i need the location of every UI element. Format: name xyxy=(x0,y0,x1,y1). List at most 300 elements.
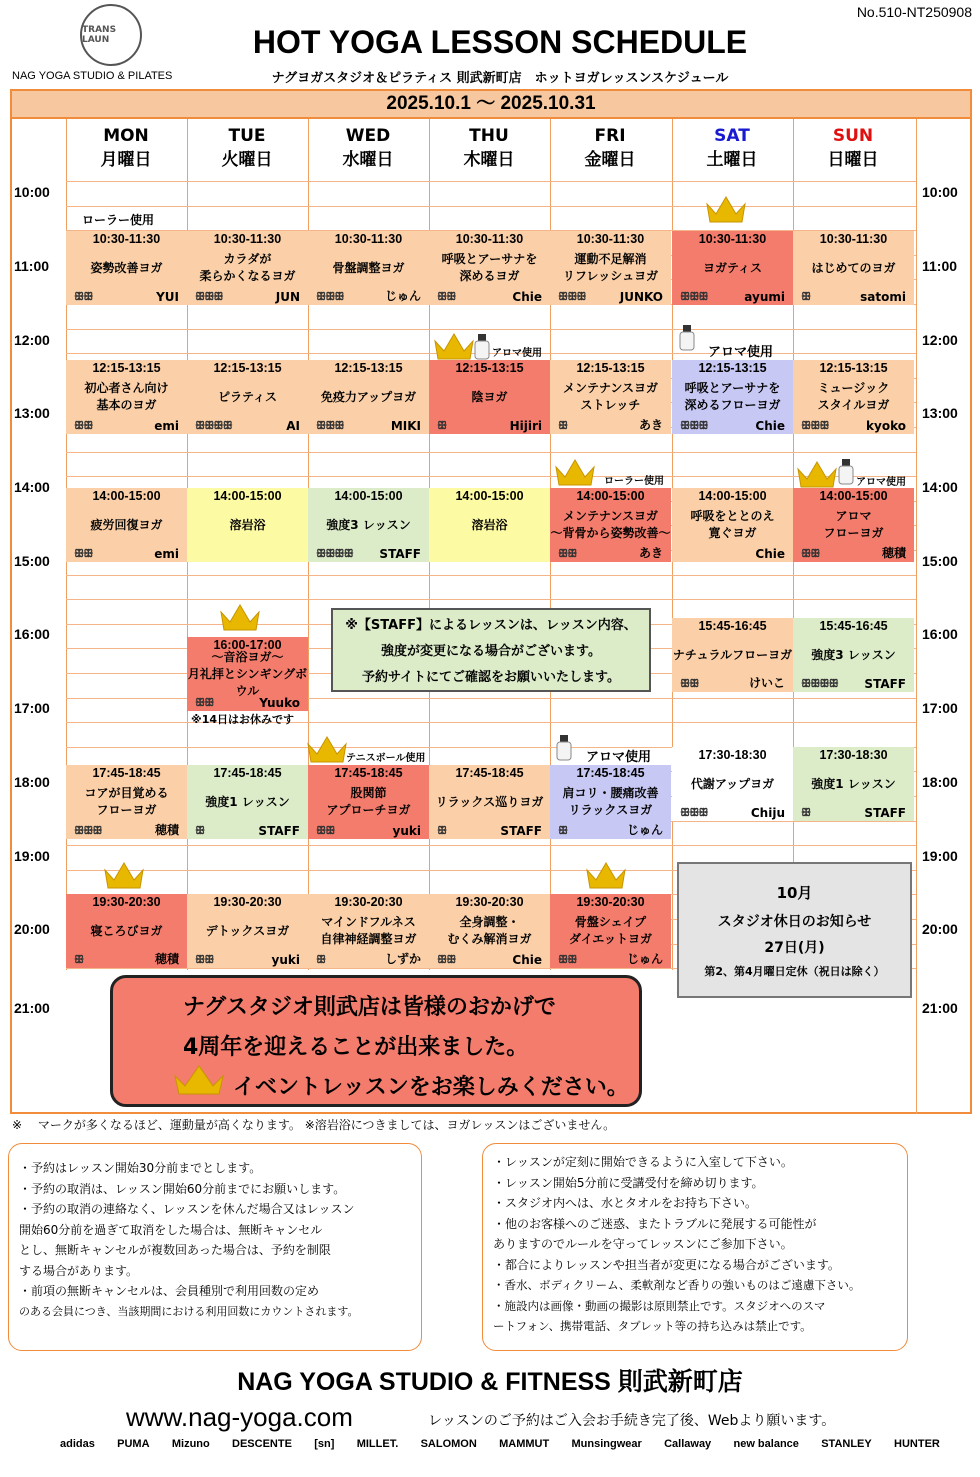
time-label: 18:00 xyxy=(922,774,958,790)
intensity-lotus-icon: ꕥꕥ xyxy=(74,419,93,432)
intensity-lotus-icon: ꕥꕥꕥꕥ xyxy=(801,677,838,690)
lesson-name: ミュージック スタイルヨガ xyxy=(817,381,890,412)
instructor-name: あき xyxy=(638,418,663,432)
lesson-cell[interactable] xyxy=(672,231,793,305)
lesson-time: 17:45-18:45 xyxy=(576,766,645,780)
lesson-cell[interactable] xyxy=(308,360,429,434)
page-title: HOT YOGA LESSON SCHEDULE xyxy=(252,24,748,60)
instructor-name: satomi xyxy=(860,290,906,304)
anniversary-banner xyxy=(110,975,642,1107)
crown-icon xyxy=(102,860,146,890)
intensity-lotus-icon: ꕥ xyxy=(316,953,326,966)
rule-line: 開始60分前を過ぎて取消をした場合は、無断キャンセル xyxy=(19,1222,323,1237)
lesson-cell[interactable] xyxy=(550,765,671,839)
intensity-lotus-icon: ꕥ xyxy=(801,290,811,303)
brand-logo: MAMMUT xyxy=(499,1438,550,1450)
grid-line xyxy=(66,599,916,600)
intensity-lotus-icon: ꕥꕥꕥ xyxy=(680,419,708,432)
lesson-name: 寝ころびヨガ xyxy=(90,923,163,938)
crown-icon xyxy=(432,331,476,361)
intensity-lotus-icon: ꕥꕥꕥ xyxy=(195,290,223,303)
lesson-name: 溶岩浴 xyxy=(229,517,266,532)
lesson-time: 12:15-13:15 xyxy=(819,361,888,375)
lesson-name: ピラティス xyxy=(217,389,278,404)
lesson-cell[interactable] xyxy=(187,765,308,839)
lesson-time: 14:00-15:00 xyxy=(576,489,645,503)
time-label: 12:00 xyxy=(922,332,958,348)
brand-logo: new balance xyxy=(733,1438,799,1450)
lesson-name: ヨガティス xyxy=(702,260,763,275)
lesson-name: アロマ フローヨガ xyxy=(823,509,884,540)
instructor-name: JUNKO xyxy=(619,290,663,304)
time-label: 12:00 xyxy=(14,332,50,348)
instructor-name: Hijiri xyxy=(509,419,542,433)
time-label: 13:00 xyxy=(922,405,958,421)
day-header-thu xyxy=(429,124,549,172)
instructor-name: YUI xyxy=(156,290,179,304)
rule-line: ・予約の取消の連絡なく、レッスンを休んだ場合又はレッスン xyxy=(19,1202,355,1216)
intensity-lotus-icon: ꕥꕥꕥ xyxy=(680,290,708,303)
page-subtitle: ナグヨガスタジオ＆ピラティス 則武新町店 ホットヨガレッスンスケジュール xyxy=(271,71,729,86)
aroma-note: アロマ使用 xyxy=(856,477,906,488)
lesson-cell[interactable] xyxy=(550,360,671,434)
brand-logo: HUNTER xyxy=(894,1438,940,1450)
lesson-time: 17:30-18:30 xyxy=(819,748,888,762)
day-ja: 日曜日 xyxy=(827,150,879,170)
day-en: MON xyxy=(103,126,149,146)
roller-note: ローラー使用 xyxy=(82,213,155,227)
web-note: レッスンのご予約はご入会お手続き完了後、Webより願います。 xyxy=(428,1413,836,1429)
lesson-time: 19:30-20:30 xyxy=(213,895,282,909)
lesson-cell[interactable] xyxy=(793,618,914,692)
rule-line: とし、無断キャンセルが複数回あった場合は、予約を制限 xyxy=(19,1243,331,1257)
time-label: 11:00 xyxy=(922,258,958,274)
time-label: 16:00 xyxy=(922,626,958,642)
aroma-note: アロマ使用 xyxy=(708,345,774,360)
day-ja: 土曜日 xyxy=(706,150,758,170)
day-ja: 金曜日 xyxy=(584,150,636,170)
intensity-lotus-icon: ꕥꕥꕥꕥ xyxy=(195,419,232,432)
lesson-time: 12:15-13:15 xyxy=(455,361,524,375)
rule-line: ・香水、ボディクリーム、柔軟剤など香りの強いものはご遠慮下さい。 xyxy=(493,1278,861,1292)
day-en: SUN xyxy=(832,126,874,146)
rule-line: ・前項の無断キャンセルは、会員種別で利用回数の定め xyxy=(19,1284,320,1298)
instructor-name: 穂積 xyxy=(154,952,179,966)
lesson-time: 14:00-15:00 xyxy=(698,489,767,503)
lesson-cell[interactable] xyxy=(187,637,308,711)
lesson-name: 代謝アップヨガ xyxy=(690,776,775,791)
grid-line xyxy=(66,329,916,330)
lesson-name: ナチュラルフローヨガ xyxy=(672,647,793,662)
intensity-lotus-icon: ꕥꕥ xyxy=(437,290,456,303)
brand-logo: Mizuno xyxy=(171,1438,210,1450)
day-ja: 木曜日 xyxy=(463,150,515,170)
time-label: 20:00 xyxy=(922,921,958,937)
lesson-cell[interactable] xyxy=(308,765,429,839)
time-label: 18:00 xyxy=(14,774,50,790)
intensity-lotus-icon: ꕥꕥꕥꕥ xyxy=(316,547,353,560)
rule-line: ・スタジオ内へは、水とタオルをお持ち下さい。 xyxy=(493,1196,758,1210)
time-label: 17:00 xyxy=(14,700,50,716)
lesson-time: 16:00-17:00 xyxy=(213,638,282,652)
lesson-cell[interactable] xyxy=(308,894,429,968)
grid-line xyxy=(66,575,916,576)
anniversary-line: 4周年を迎えることが出来ました。 xyxy=(183,1035,529,1060)
lesson-name: 免疫力アップヨガ xyxy=(320,389,417,404)
rule-line: ・施設内は画像・動画の撮影は原則禁止です。スタジオへのスマ xyxy=(493,1298,826,1313)
intensity-lotus-icon: ꕥꕥ xyxy=(195,696,214,709)
lesson-name: カラダが 柔らかくなるヨガ xyxy=(199,252,296,283)
rules-left xyxy=(8,1143,422,1351)
instructor-name: emi xyxy=(154,419,179,433)
rule-line: ・都合によりレッスンや担当者が変更になる場合がございます。 xyxy=(493,1257,840,1272)
day-en: TUE xyxy=(228,126,266,146)
lesson-time: 14:00-15:00 xyxy=(455,489,524,503)
time-label: 10:00 xyxy=(14,184,50,200)
instructor-name: STAFF xyxy=(500,824,542,838)
lesson-cell[interactable] xyxy=(66,360,187,434)
aroma-bottle-icon xyxy=(679,325,695,351)
lesson-time: 10:30-11:30 xyxy=(92,232,161,246)
studio-logo: TRANS LAUN xyxy=(80,4,142,66)
rule-line: ートフォン、携帯電話、タブレット等の持ち込みは禁止です。 xyxy=(493,1319,812,1333)
intensity-lotus-icon: ꕥꕥ xyxy=(558,953,577,966)
aroma-bottle-icon xyxy=(474,334,490,360)
time-label: 15:00 xyxy=(922,553,958,569)
instructor-name: STAFF xyxy=(864,677,906,691)
intensity-lotus-icon: ꕥꕥꕥ xyxy=(316,419,344,432)
rule-line: ・レッスンが定刻に開始できるように入室して下さい。 xyxy=(493,1155,793,1169)
lesson-cell[interactable] xyxy=(672,360,793,434)
lesson-cell[interactable] xyxy=(187,488,308,562)
website-link[interactable]: www.nag-yoga.com xyxy=(126,1402,353,1432)
instructor-name: けいこ xyxy=(748,676,785,690)
holiday-date: 27日(月) xyxy=(764,940,825,956)
instructor-name: じゅん xyxy=(384,289,421,303)
lesson-cell[interactable] xyxy=(187,894,308,968)
lesson-cell[interactable] xyxy=(429,765,550,839)
staff-notice-line: 強度が変更になる場合がございます。 xyxy=(381,644,601,659)
lesson-name: ～音浴ヨガ～ 月礼拝とシンギングボウル xyxy=(187,649,308,698)
document-number: No.510-NT250908 xyxy=(856,4,972,20)
lesson-cell[interactable] xyxy=(550,231,671,305)
day-header-mon xyxy=(66,124,186,172)
grid-line xyxy=(66,206,916,207)
anniversary-line: ナグスタジオ則武店は皆様のおかげで xyxy=(183,995,556,1020)
intensity-lotus-icon: ꕥ xyxy=(74,953,84,966)
brand-logo: Munsingwear xyxy=(571,1438,642,1450)
lesson-cell[interactable] xyxy=(429,894,550,968)
brand-logo: PUMA xyxy=(117,1438,150,1450)
lesson-time: 19:30-20:30 xyxy=(576,895,645,909)
lesson-cell[interactable] xyxy=(672,618,793,692)
grid-line xyxy=(66,845,916,846)
lesson-name: メンテナンスヨガ ～背骨から姿勢改善～ xyxy=(550,509,671,540)
instructor-name: STAFF xyxy=(864,806,906,820)
intensity-lotus-icon: ꕥ xyxy=(558,824,568,837)
intensity-lotus-icon: ꕥꕥꕥ xyxy=(316,290,344,303)
lesson-name: 骨盤シェイプ ダイエットヨガ xyxy=(568,915,653,946)
brand-logo: STANLEY xyxy=(821,1438,872,1450)
intensity-lotus-icon: ꕥꕥꕥ xyxy=(558,290,586,303)
instructor-name: JUN xyxy=(275,290,300,304)
lesson-cell[interactable] xyxy=(429,488,550,562)
studio-name: NAG YOGA STUDIO & FITNESS 則武新町店 xyxy=(237,1368,743,1396)
lesson-cell[interactable] xyxy=(550,894,671,968)
lesson-cell[interactable] xyxy=(429,360,550,434)
closed-note: ※14日はお休みです xyxy=(191,713,295,726)
lesson-time: 12:15-13:15 xyxy=(698,361,767,375)
lesson-name: 強度1 レッスン xyxy=(811,776,896,791)
day-ja: 水曜日 xyxy=(342,150,394,170)
instructor-name: じゅん xyxy=(626,823,663,837)
lesson-time: 10:30-11:30 xyxy=(455,232,524,246)
crown-icon xyxy=(553,457,597,487)
time-label: 14:00 xyxy=(14,479,50,495)
lesson-name: 骨盤調整ヨガ xyxy=(332,260,405,275)
staff-notice xyxy=(331,608,651,692)
intensity-lotus-icon: ꕥ xyxy=(801,806,811,819)
intensity-lotus-icon: ꕥꕥꕥ xyxy=(801,419,829,432)
lesson-name: 全身調整・ むくみ解消ヨガ xyxy=(447,915,532,946)
instructor-name: Chie xyxy=(512,953,542,967)
instructor-name: emi xyxy=(154,547,179,561)
lesson-time: 14:00-15:00 xyxy=(213,489,282,503)
lesson-time: 15:45-16:45 xyxy=(698,619,767,633)
instructor-name: 穂積 xyxy=(154,823,179,837)
lesson-name: 陰ヨガ xyxy=(471,389,508,404)
instructor-name: 穂積 xyxy=(881,546,906,560)
rule-line: ・レッスン開始5分前に受講受付を締め切ります。 xyxy=(493,1175,764,1190)
lesson-cell[interactable] xyxy=(793,360,914,434)
time-label: 21:00 xyxy=(922,1000,958,1016)
holiday-title: スタジオ休日のお知らせ xyxy=(717,914,872,930)
intensity-lotus-icon: ꕥ xyxy=(558,419,568,432)
rule-line: のある会員につき、当該期間における利用回数にカウントされます。 xyxy=(19,1304,359,1318)
lesson-name: 強度3 レッスン xyxy=(811,647,896,662)
intensity-lotus-icon: ꕥꕥ xyxy=(195,953,214,966)
rule-line: ・予約はレッスン開始30分前までとします。 xyxy=(19,1161,262,1175)
time-label: 21:00 xyxy=(14,1000,50,1016)
grid-line xyxy=(66,476,916,477)
time-label: 15:00 xyxy=(14,553,50,569)
lesson-time: 17:30-18:30 xyxy=(698,748,767,762)
tennis-ball-note: テニスボール使用 xyxy=(346,753,426,764)
lesson-name: メンテナンスヨガ ストレッチ xyxy=(562,381,659,412)
lesson-name: リラックス巡りヨガ xyxy=(435,794,544,809)
lesson-cell[interactable] xyxy=(308,488,429,562)
lesson-name: 肩コリ・腰痛改善 リラックスヨガ xyxy=(562,786,659,817)
lesson-time: 10:30-11:30 xyxy=(819,232,888,246)
day-header-sat xyxy=(672,124,792,172)
rule-line: ・他のお客様へのご迷惑、またトラブルに発展する可能性が xyxy=(493,1216,817,1231)
day-ja: 月曜日 xyxy=(100,150,152,170)
time-label: 19:00 xyxy=(14,848,50,864)
lesson-cell[interactable] xyxy=(793,488,914,562)
crown-icon xyxy=(704,194,748,224)
instructor-name: kyoko xyxy=(866,419,906,433)
instructor-name: Chie xyxy=(755,419,785,433)
lesson-time: 15:45-16:45 xyxy=(819,619,888,633)
lesson-time: 10:30-11:30 xyxy=(334,232,403,246)
lesson-cell[interactable] xyxy=(672,488,793,562)
lesson-name: 呼吸とアーサナを 深めるフローヨガ xyxy=(684,381,781,412)
day-en: THU xyxy=(469,126,509,146)
lesson-time: 17:45-18:45 xyxy=(455,766,524,780)
rule-line: ・予約の取消は、レッスン開始60分前までにお願いします。 xyxy=(19,1181,346,1196)
holiday-rule: 第2、第4月曜日定休（祝日は除く） xyxy=(704,965,885,978)
roller-note: ローラー使用 xyxy=(604,476,664,487)
logo-caption: NAG YOGA STUDIO & PILATES xyxy=(12,70,173,82)
day-header-fri xyxy=(550,124,670,172)
brand-logos xyxy=(60,1438,940,1450)
intensity-lotus-icon: ꕥꕥ xyxy=(437,953,456,966)
instructor-name: STAFF xyxy=(258,824,300,838)
lesson-time: 12:15-13:15 xyxy=(92,361,161,375)
lesson-name: コアが目覚める フローヨガ xyxy=(84,786,169,817)
intensity-lotus-icon: ꕥ xyxy=(437,824,447,837)
lesson-cell[interactable] xyxy=(66,765,187,839)
lesson-cell[interactable] xyxy=(793,231,914,305)
lesson-time: 17:45-18:45 xyxy=(92,766,161,780)
instructor-name: MIKI xyxy=(390,419,421,433)
time-label: 20:00 xyxy=(14,921,50,937)
lesson-cell[interactable] xyxy=(672,747,793,821)
holiday-month: 10月 xyxy=(776,884,813,902)
rule-line: する場合があります。 xyxy=(19,1263,139,1278)
lesson-name: 姿勢改善ヨガ xyxy=(90,260,163,275)
intensity-lotus-icon: ꕥꕥꕥ xyxy=(680,806,708,819)
lesson-time: 14:00-15:00 xyxy=(819,489,888,503)
lesson-cell[interactable] xyxy=(308,231,429,305)
day-header-tue xyxy=(187,124,307,172)
lesson-cell[interactable] xyxy=(793,747,914,821)
brand-logo: SALOMON xyxy=(420,1438,477,1450)
day-en: WED xyxy=(345,126,391,146)
lesson-time: 12:15-13:15 xyxy=(576,361,645,375)
staff-notice-line: ※【STAFF】によるレッスンは、レッスン内容、 xyxy=(345,618,637,633)
intensity-lotus-icon: ꕥꕥ xyxy=(558,547,577,560)
lesson-name: 強度1 レッスン xyxy=(205,794,290,809)
lesson-name: マインドフルネス 自律神経調整ヨガ xyxy=(320,915,417,946)
lesson-cell[interactable] xyxy=(429,231,550,305)
lesson-name: 運動不足解消 リフレッシュヨガ xyxy=(562,252,659,283)
lesson-time: 12:15-13:15 xyxy=(213,361,282,375)
anniversary-line: イベントレッスンをお楽しみください。 xyxy=(233,1075,629,1100)
time-label: 19:00 xyxy=(922,848,958,864)
time-label: 16:00 xyxy=(14,626,50,642)
brand-logo: MILLET. xyxy=(356,1438,399,1450)
instructor-name: Chie xyxy=(512,290,542,304)
lesson-time: 10:30-11:30 xyxy=(213,232,282,246)
staff-notice-line: 予約サイトにてご確認をお願いいたします。 xyxy=(361,670,621,685)
intensity-lotus-icon: ꕥꕥ xyxy=(680,677,699,690)
lesson-time: 10:30-11:30 xyxy=(698,232,767,246)
lesson-name: 股関節 アプローチヨガ xyxy=(326,786,411,817)
crown-icon xyxy=(305,734,349,764)
aroma-note: アロマ使用 xyxy=(586,750,652,765)
aroma-bottle-icon xyxy=(838,459,854,485)
intensity-lotus-icon: ꕥꕥꕥ xyxy=(74,824,102,837)
day-header-sun xyxy=(793,124,913,172)
time-label: 10:00 xyxy=(922,184,958,200)
lesson-time: 19:30-20:30 xyxy=(334,895,403,909)
instructor-name: あき xyxy=(638,546,663,560)
instructor-name: STAFF xyxy=(379,547,421,561)
intensity-lotus-icon: ꕥꕥ xyxy=(316,824,335,837)
crown-icon xyxy=(584,860,628,890)
lesson-name: 強度3 レッスン xyxy=(326,517,411,532)
lesson-name: 疲労回復ヨガ xyxy=(90,517,163,532)
intensity-footnote: ※ マークが多くなるほど、運動量が高くなります。 ※溶岩浴につきましては、ヨガレッスンはございません。 xyxy=(12,1118,616,1132)
brand-logo: DESCENTE xyxy=(232,1438,292,1450)
instructor-name: ayumi xyxy=(744,290,785,304)
crown-icon xyxy=(218,602,262,632)
grid-line xyxy=(66,452,916,453)
lesson-cell[interactable] xyxy=(550,488,671,562)
lesson-name: 呼吸をととのえ 寛ぐヨガ xyxy=(690,509,775,540)
lesson-name: 呼吸とアーサナを 深めるヨガ xyxy=(441,252,538,283)
lesson-name: デトックスヨガ xyxy=(205,923,290,938)
rules-right xyxy=(482,1143,908,1351)
day-header-wed xyxy=(308,124,428,172)
lesson-time: 19:30-20:30 xyxy=(92,895,161,909)
grid-line xyxy=(66,181,916,182)
time-label: 13:00 xyxy=(14,405,50,421)
rule-line: ありますのでルールを守ってレッスンにご参加下さい。 xyxy=(493,1237,793,1251)
time-label: 17:00 xyxy=(922,700,958,716)
brand-logo: Callaway xyxy=(664,1438,712,1450)
lesson-cell[interactable] xyxy=(187,360,308,434)
brand-logo: [sn] xyxy=(314,1438,335,1450)
instructor-name: Yuuko xyxy=(259,696,300,710)
lesson-time: 10:30-11:30 xyxy=(576,232,645,246)
aroma-bottle-icon xyxy=(556,735,572,761)
instructor-name: yuki xyxy=(392,824,421,838)
lesson-name: 初心者さん向け 基本のヨガ xyxy=(84,381,169,412)
grid-line xyxy=(916,119,917,1114)
aroma-note: アロマ使用 xyxy=(492,348,542,359)
lesson-time: 14:00-15:00 xyxy=(92,489,161,503)
time-label: 14:00 xyxy=(922,479,958,495)
intensity-lotus-icon: ꕥ xyxy=(195,824,205,837)
lesson-cell[interactable] xyxy=(66,894,187,968)
instructor-name: じゅん xyxy=(626,952,663,966)
intensity-lotus-icon: ꕥꕥ xyxy=(801,547,820,560)
lesson-cell[interactable] xyxy=(66,488,187,562)
crown-icon xyxy=(171,1062,227,1098)
day-ja: 火曜日 xyxy=(221,150,273,170)
lesson-cell[interactable] xyxy=(66,231,187,305)
day-en: SAT xyxy=(714,126,750,146)
lesson-name: 溶岩浴 xyxy=(471,517,508,532)
intensity-lotus-icon: ꕥ xyxy=(437,419,447,432)
lesson-cell[interactable] xyxy=(187,231,308,305)
date-range: 2025.10.1 ～ 2025.10.31 xyxy=(10,89,972,119)
lesson-time: 17:45-18:45 xyxy=(213,766,282,780)
time-label: 11:00 xyxy=(14,258,50,274)
lesson-name: はじめてのヨガ xyxy=(811,260,896,275)
day-en: FRI xyxy=(594,126,626,146)
instructor-name: AI xyxy=(286,419,300,433)
holiday-notice xyxy=(677,862,912,998)
instructor-name: Chiju xyxy=(750,806,785,820)
brand-logo: adidas xyxy=(60,1438,95,1450)
lesson-time: 14:00-15:00 xyxy=(334,489,403,503)
grid-line xyxy=(66,353,916,354)
lesson-time: 17:45-18:45 xyxy=(334,766,403,780)
intensity-lotus-icon: ꕥꕥ xyxy=(74,547,93,560)
